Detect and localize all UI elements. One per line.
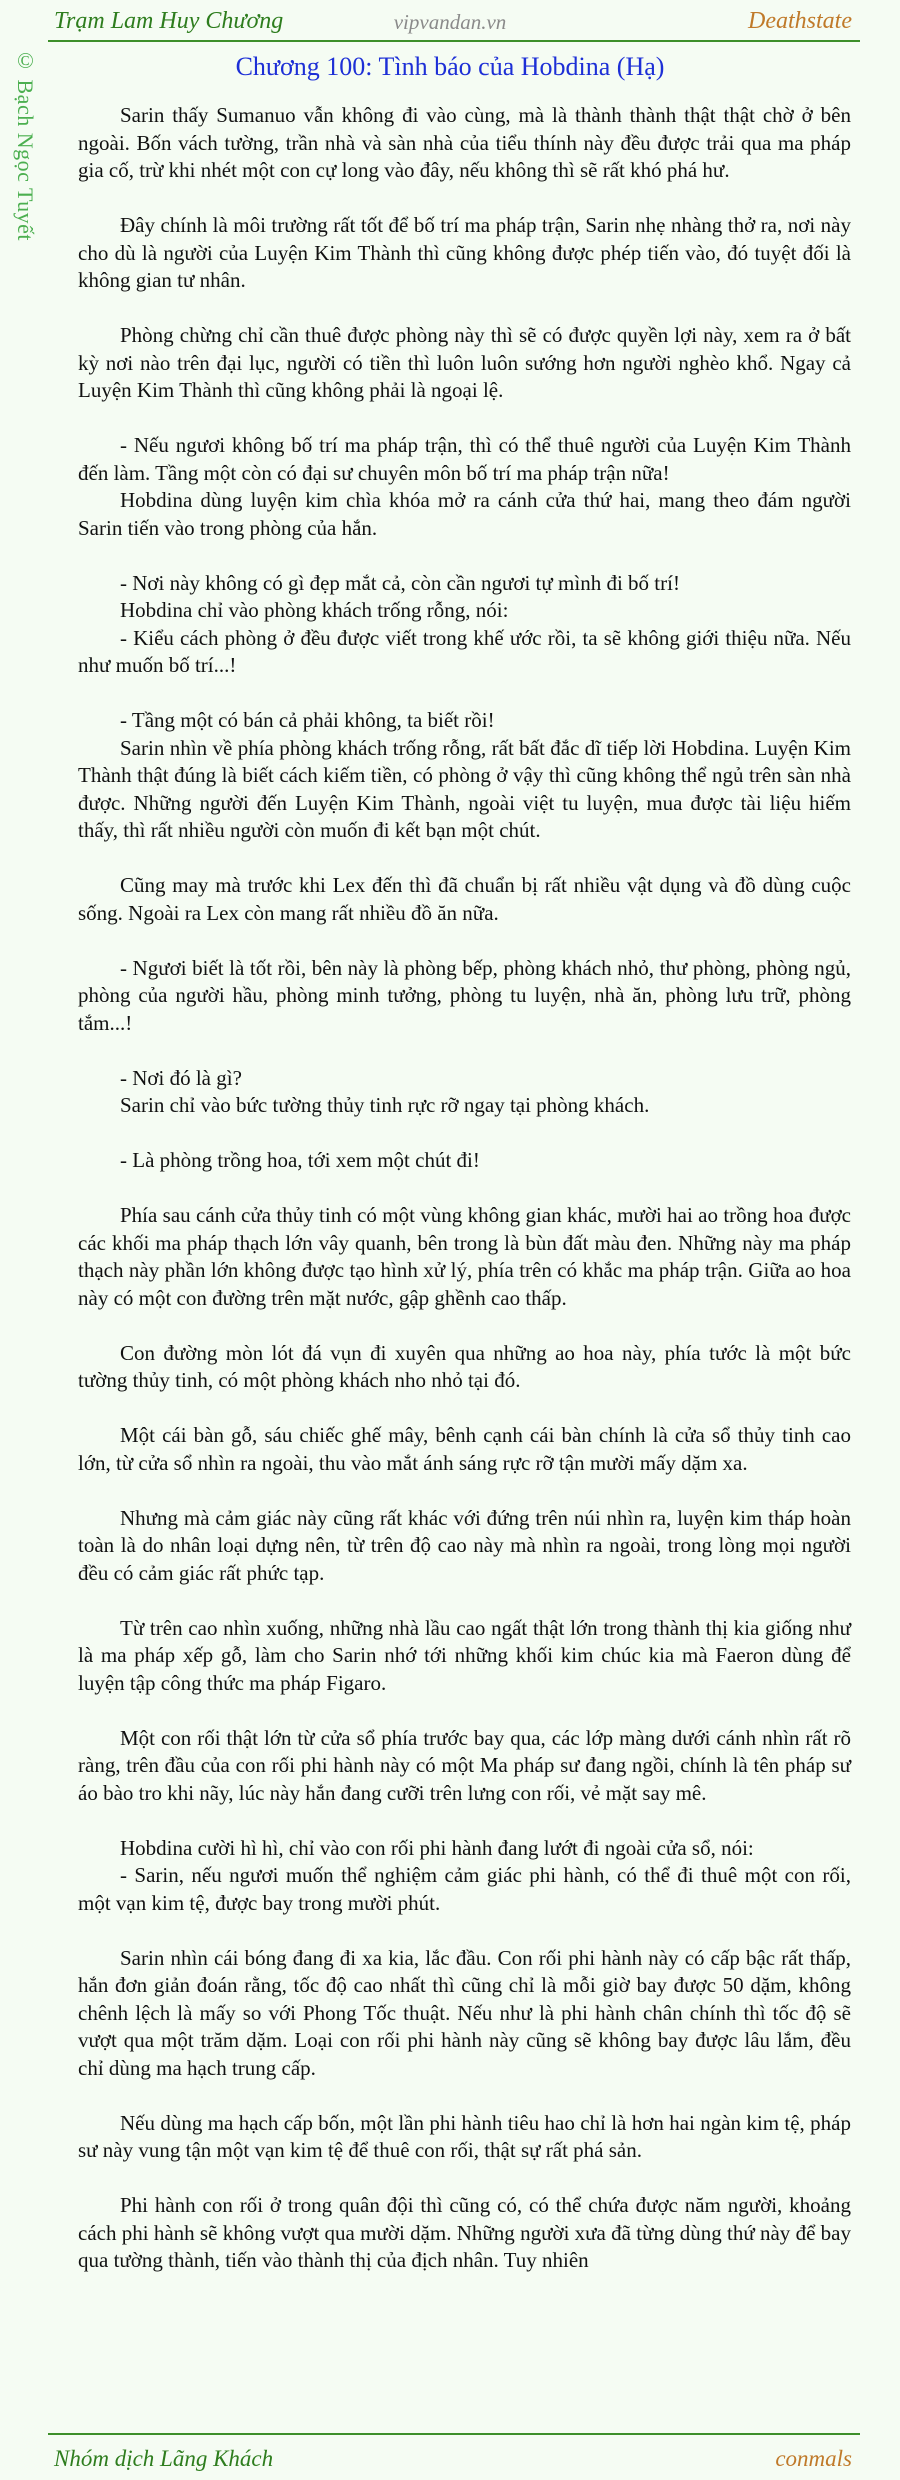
paragraph: Hobdina dùng luyện kim chìa khóa mở ra cánh cửa thứ hai, mang theo đám người Sarin tiến vào trong phòng của hắn. (78, 488, 851, 540)
paragraph: Một cái bàn gỗ, sáu chiếc ghế mây, bênh cạnh cái bàn chính là cửa sổ thủy tinh cao lớn, từ cửa sổ nhìn ra ngoài, thu vào mắt ánh sáng rực rỡ tận mười mấy dặm xa. (78, 1423, 851, 1475)
paragraph: - Tầng một có bán cả phải không, ta biết rồi! (120, 708, 495, 732)
header-book-title: Trạm Lam Huy Chương (54, 8, 284, 34)
header-author: Deathstate (748, 8, 852, 34)
header-divider (48, 40, 860, 42)
footer-editor: conmals (775, 2446, 852, 2471)
chapter-title: Chương 100: Tình báo của Hobdina (Hạ) (235, 52, 665, 81)
paragraph: Con đường mòn lót đá vụn đi xuyên qua những ao hoa này, phía tước là một bức tường thủy tinh, có một phòng khách nho nhỏ tại đó. (78, 1340, 851, 1392)
paragraph: Nếu dùng ma hạch cấp bốn, một lần phi hành tiêu hao chỉ là hơn hai ngàn kim tệ, pháp sư này vung tận một vạn kim tệ để thuê con rối, thật sự rất phá sản. (78, 2110, 851, 2162)
paragraph: - Nơi này không có gì đẹp mắt cả, còn cần ngươi tự mình đi bố trí! (120, 570, 680, 595)
paragraph: Sarin nhìn về phía phòng khách trống rỗng, rất bất đắc dĩ tiếp lời Hobdina. Luyện Kim Thành thật đúng là biết cách kiếm tiền, có phòng ở vậy thì cũng không thể ngủ trên sàn nhà được. Những người đến Luyện Kim Thành, ngoài việt tu luyện, mua được tài liệu hiếm thấy, thì rất nhiều người còn muốn đi kết bạn một chút. (78, 735, 851, 842)
footer-divider (48, 2433, 860, 2435)
paragraph: Phi hành con rối ở trong quân đội thì cũng có, có thể chứa được năm người, khoảng cách phi hành sẽ không vượt qua mười dặm. Những người xưa đã từng dùng thứ này để bay qua tường thành, tiến vào thành thị của địch nhân. Tuy nhiên (78, 2193, 851, 2272)
paragraph: Một con rối thật lớn từ cửa sổ phía trước bay qua, các lớp màng dưới cánh nhìn rất rõ ràng, trên đầu của con rối phi hành này có một Ma pháp sư đang ngồi, chính là tên pháp sư áo bào tro khi nãy, lúc này hắn đang cưỡi trên lưng con rối, vẻ mặt say mê. (78, 1725, 851, 1805)
paragraph: Sarin thấy Sumanuo vẫn không đi vào cùng, mà là thành thành thật thật chờ ở bên ngoài. Bốn vách tường, trần nhà và sàn nhà của tiểu thính này đều được trải qua ma pháp gia cố, trừ khi nhét một con cự long vào đây, nếu không thì sẽ rất khó phá hư. (78, 103, 851, 182)
paragraph: Phía sau cánh cửa thủy tinh có một vùng không gian khác, mười hai ao trồng hoa được các khối ma pháp thạch lớn vây quanh, bên trong là bùn đất màu đen. Những này ma pháp thạch này phần lớn không được tạo hình xử lý, phía trên có khắc ma pháp trận. Giữa ao hoa này có một con đường trên mặt nước, gập ghềnh cao thấp. (78, 1203, 851, 1310)
paragraph: Hobdina cười hì hì, chỉ vào con rối phi hành đang lướt đi ngoài cửa sổ, nói: (120, 1835, 754, 1860)
paragraph: - Sarin, nếu ngươi muốn thể nghiệm cảm giác phi hành, có thể đi thuê một con rối, một vạn kim tệ, được bay trong mười phút. (78, 1863, 851, 1915)
page-footer (0, 2438, 900, 2480)
page-header (0, 0, 900, 42)
paragraph: Sarin nhìn cái bóng đang đi xa kia, lắc đầu. Con rối phi hành này có cấp bậc rất thấp, hắn đơn giản đoán rằng, tốc độ cao nhất thì cũng chỉ là mỗi giờ bay được 50 dặm, không chênh lệch là mấy so với Phong Tốc thuật. Nếu như là phi hành chân chính thì tốc độ sẽ vượt qua một trăm dặm. Loại con rối phi hành này cũng sẽ không bay được lâu lắm, đều chỉ dùng ma hạch trung cấp. (78, 1945, 851, 2080)
paragraph: Hobdina chỉ vào phòng khách trống rỗng, nói: (120, 598, 509, 622)
footer-translator: Nhóm dịch Lãng Khách (54, 2446, 274, 2471)
paragraph: Phòng chừng chỉ cần thuê được phòng này thì sẽ có được quyền lợi này, xem ra ở bất kỳ nơi nào trên đại lục, người có tiền thì luôn luôn sướng hơn người nghèo khổ. Ngay cả Luyện Kim Thành thì cũng không phải là ngoại lệ. (78, 323, 851, 402)
paragraph: - Ngươi biết là tốt rồi, bên này là phòng bếp, phòng khách nhỏ, thư phòng, phòng ngủ, phòng của người hầu, phòng minh tưởng, phòng tu luyện, nhà ăn, phòng lưu trữ, phòng tắm...! (78, 955, 851, 1035)
paragraph: - Nếu ngươi không bố trí ma pháp trận, thì có thể thuê người của Luyện Kim Thành đến làm. Tầng một còn có đại sư chuyên môn bố trí ma pháp trận nữa! (78, 433, 851, 485)
header-site: vipvandan.vn (393, 10, 507, 34)
paragraph: Sarin chỉ vào bức tường thủy tinh rực rỡ ngay tại phòng khách. (120, 1093, 650, 1117)
paragraph: - Nơi đó là gì? (120, 1065, 242, 1090)
side-copyright: © Bạch Ngọc Tuyết (13, 48, 38, 241)
paragraph: Nhưng mà cảm giác này cũng rất khác với đứng trên núi nhìn ra, luyện kim tháp hoàn toàn là do nhân loại dựng nên, từ trên độ cao này mà nhìn ra ngoài, trong lòng mọi người đều có cảm giác rất phức tạp. (78, 1505, 851, 1585)
paragraph: Cũng may mà trước khi Lex đến thì đã chuẩn bị rất nhiều vật dụng và đồ dùng cuộc sống. Ngoài ra Lex còn mang rất nhiều đồ ăn nữa. (78, 873, 851, 925)
paragraph: - Kiểu cách phòng ở đều được viết trong khế ước rồi, ta sẽ không giới thiệu nữa. Nếu như muốn bố trí...! (78, 625, 851, 677)
paragraph: - Là phòng trồng hoa, tới xem một chút đi! (120, 1148, 480, 1172)
paragraph: Đây chính là môi trường rất tốt để bố trí ma pháp trận, Sarin nhẹ nhàng thở ra, nơi này cho dù là người của Luyện Kim Thành thì cũng không được phép tiến vào, đó tuyệt đối là không gian tư nhân. (78, 213, 851, 292)
chapter-body (78, 102, 851, 2275)
paragraph: Từ trên cao nhìn xuống, những nhà lầu cao ngất thật lớn trong thành thị kia giống như là ma pháp xếp gỗ, làm cho Sarin nhớ tới những khối kim chúc kia mà Faeron dùng để luyện tập công thức ma pháp Figaro. (78, 1615, 851, 1695)
